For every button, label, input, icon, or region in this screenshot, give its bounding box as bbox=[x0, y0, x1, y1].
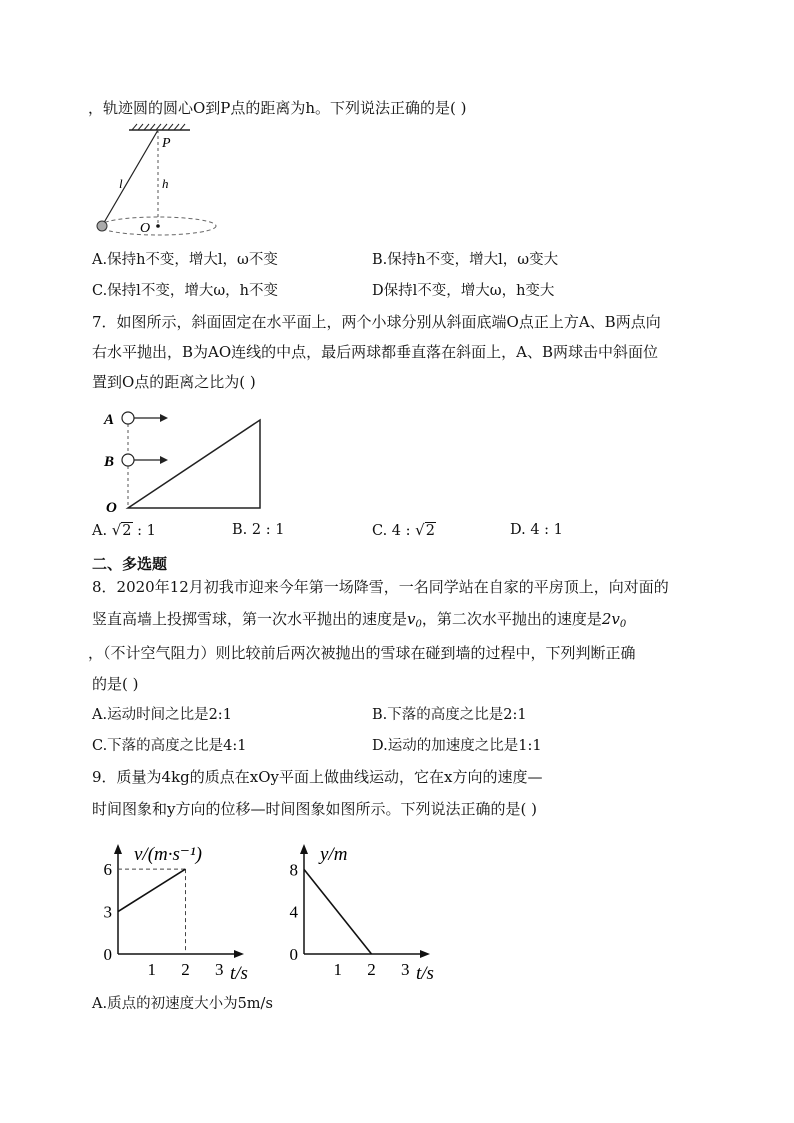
y-tick-label: 4 bbox=[289, 902, 298, 922]
label-B: B bbox=[104, 454, 115, 470]
x-axis-arrow bbox=[420, 950, 430, 958]
y-axis-label: v/(m·s⁻¹) bbox=[134, 844, 202, 865]
label-O: O bbox=[140, 221, 151, 236]
q7-line-2: 右水平抛出，B为AO连线的中点，最后两球都垂直落在斜面上，A、B两球击中斜面位 bbox=[92, 343, 659, 361]
q6-option-b: B.保持h不变，增大l，ω变大 bbox=[372, 252, 559, 268]
q6-option-c: C.保持l不变，增大ω，h不变 bbox=[92, 283, 278, 299]
q8-option-a: A.运动时间之比是2:1 bbox=[92, 707, 232, 723]
q7-option-d: D. 4 : 1 bbox=[510, 522, 563, 538]
incline-figure bbox=[100, 404, 270, 516]
q9-line-2: 时间图象和y方向的位移—时间图象如图所示。下列说法正确的是( ) bbox=[92, 800, 537, 818]
label-A: A bbox=[104, 412, 115, 428]
q8-line-3: ，（不计空气阻力）则比较前后两次被抛出的雪球在碰到墙的过程中，下列判断正确 bbox=[88, 644, 636, 662]
x-tick-label: 3 bbox=[401, 960, 410, 979]
label-O: O bbox=[106, 500, 117, 516]
q6-option-d: D保持l不变，增大ω，h变大 bbox=[372, 283, 555, 299]
x-axis-label: t/s bbox=[416, 963, 434, 980]
q8-line-4: 的是( ) bbox=[92, 675, 139, 693]
series-line bbox=[304, 869, 372, 954]
y-axis-arrow bbox=[114, 844, 122, 854]
y-tick-label: 3 bbox=[103, 902, 112, 922]
sqrt-symbol: √ bbox=[111, 521, 122, 539]
label-P: P bbox=[162, 136, 171, 151]
q7-option-c: C. 4 : √2 bbox=[372, 521, 435, 539]
y-tick-label: 8 bbox=[289, 860, 298, 880]
q6-stem-tail: ，轨迹圆的圆心O到P点的距离为h。下列说法正确的是( ) bbox=[88, 99, 467, 117]
two-v0-symbol: $2v_0$ bbox=[601, 610, 627, 630]
label-h: h bbox=[162, 176, 169, 191]
q8-option-d: D.运动的加速度之比是1:1 bbox=[372, 738, 542, 754]
y-tick-label: 0 bbox=[103, 945, 112, 964]
y-axis-label: y/m bbox=[320, 844, 348, 865]
q7-line-1: 7．如图所示，斜面固定在水平面上，两个小球分别从斜面底端O点正上方A、B两点向 bbox=[92, 313, 661, 331]
conical-pendulum-figure bbox=[92, 122, 242, 240]
x-tick-label: 1 bbox=[333, 960, 342, 979]
q7-line-3: 置到O点的距离之比为( ) bbox=[92, 373, 256, 391]
q6-option-a: A.保持h不变，增大l，ω不变 bbox=[92, 252, 278, 268]
q8-option-c: C.下落的高度之比是4:1 bbox=[92, 738, 247, 754]
x-tick-label: 3 bbox=[215, 960, 224, 979]
q7-option-b: B. 2 : 1 bbox=[232, 522, 285, 538]
x-axis-label: t/s bbox=[230, 963, 248, 980]
section-title-multi-choice: 二、多选题 bbox=[92, 555, 168, 573]
q8-line-2: 竖直高墙上投掷雪球，第一次水平抛出的速度是$v_0$，第二次水平抛出的速度是$2v_0$ bbox=[92, 610, 627, 630]
x-tick-label: 2 bbox=[367, 960, 376, 979]
x-tick-label: 2 bbox=[181, 960, 190, 979]
v0-symbol: $v_0$ bbox=[407, 610, 422, 630]
q8-line-1: 8．2020年12月初我市迎来今年第一场降雪，一名同学站在自家的平房顶上，向对面的 bbox=[92, 578, 669, 596]
q9-option-a: A.质点的初速度大小为5m/s bbox=[92, 996, 273, 1012]
y-tick-label: 0 bbox=[289, 945, 298, 964]
y-tick-label: 6 bbox=[103, 860, 112, 880]
q7-option-a: A. √2 : 1 bbox=[92, 521, 156, 539]
q8-option-b: B.下落的高度之比是2:1 bbox=[372, 707, 527, 723]
label-l: l bbox=[119, 176, 123, 191]
x-axis-arrow bbox=[234, 950, 244, 958]
x-tick-label: 1 bbox=[147, 960, 156, 979]
q9-line-1: 9．质量为4kg的质点在xOy平面上做曲线运动，它在x方向的速度— bbox=[92, 768, 543, 786]
y-axis-arrow bbox=[300, 844, 308, 854]
velocity-time-chart bbox=[92, 828, 272, 980]
displacement-time-chart bbox=[278, 828, 468, 980]
series-line bbox=[118, 869, 186, 911]
sqrt-symbol: √ bbox=[415, 521, 425, 539]
